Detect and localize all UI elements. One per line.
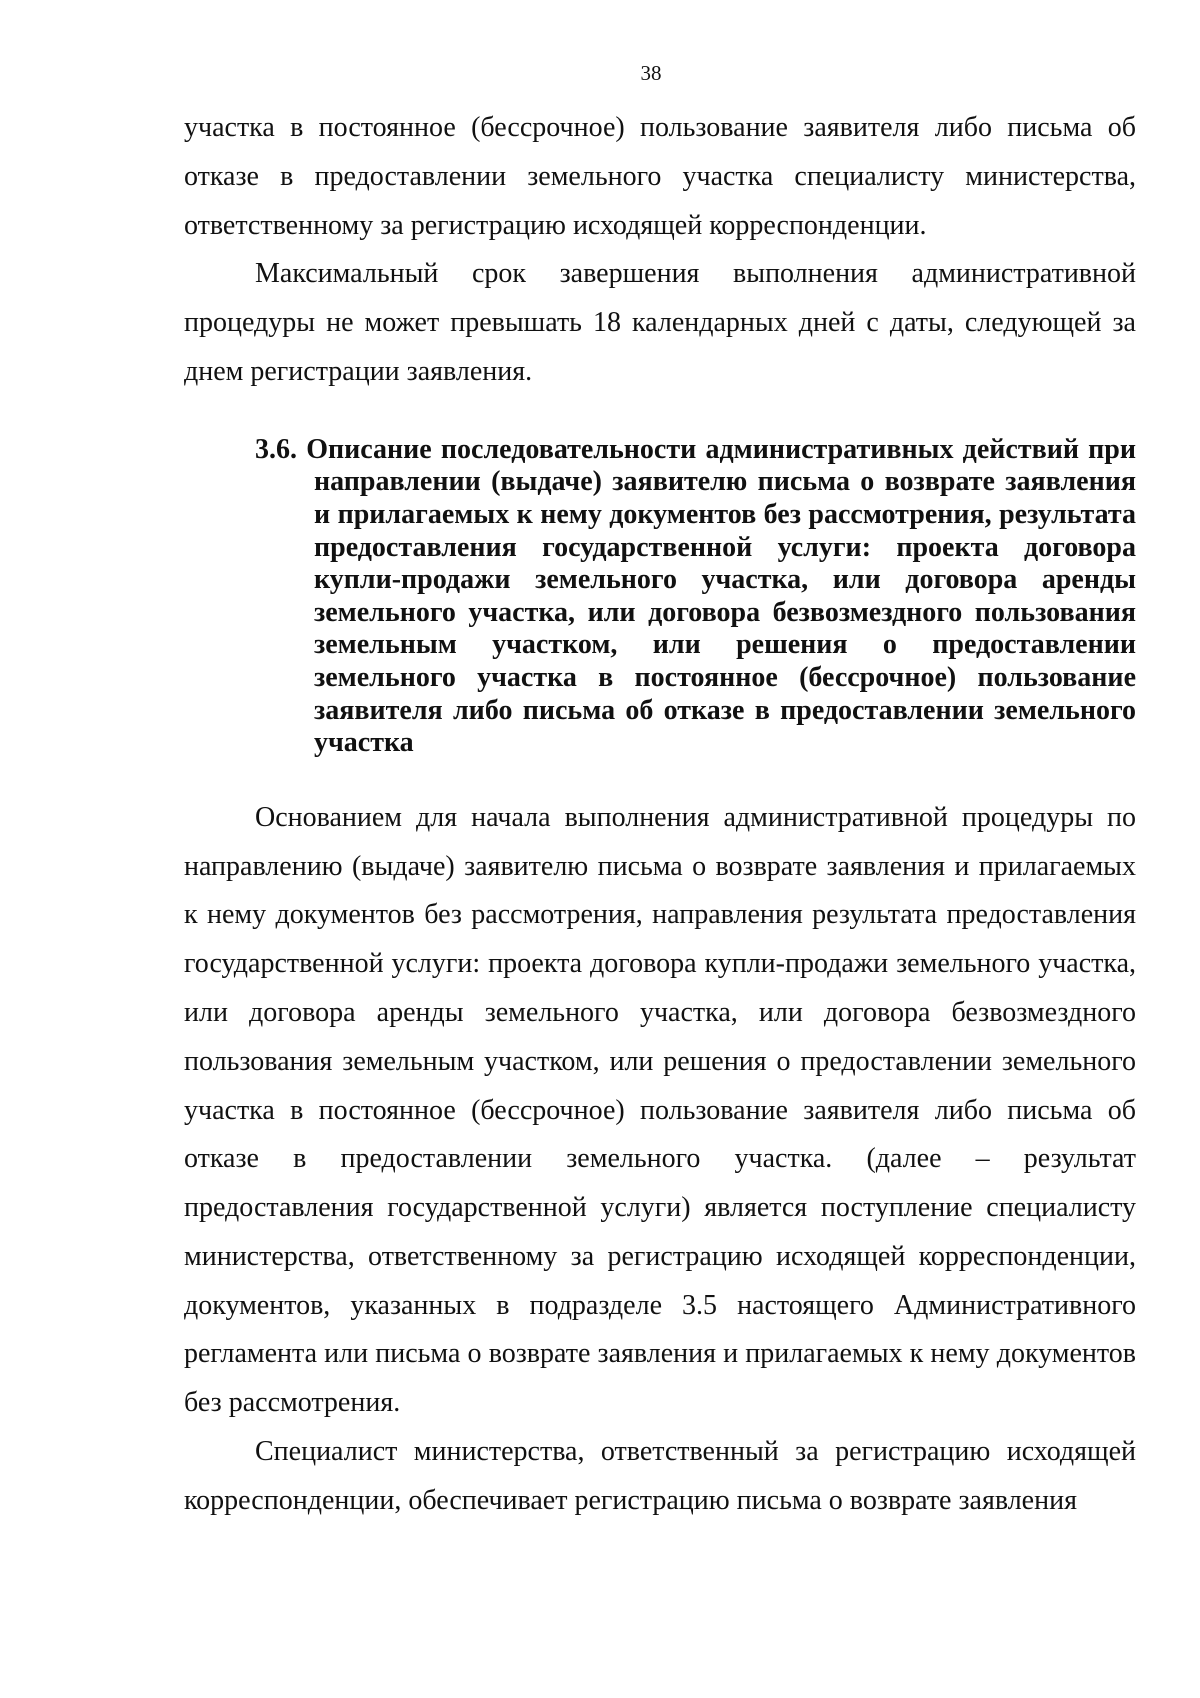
paragraph-continuation: участка в постоянное (бессрочное) пользование заявителя либо письма об отказе в предоставлении земельного участка специалисту министерства, ответственному за регистрацию исходящей корреспонденции. (184, 112, 1136, 241)
page-number: 38 (640, 61, 662, 85)
section-heading-3-6: 3.6. Описание последовательности административных действий при направлении (выдаче) заявителю письма о возврате заявления и прилагаемых к нему документов без рассмотрения, результата предоставления государственной услуги: проекта договора купли-продажи земельного участка, или договора аренды земельного участка, или договора безвозмездного пользования земельным участком, или решения о предоставлении земельного участка в постоянное (бессрочное) пользование заявителя либо письма об отказе в предоставлении земельного участка (255, 433, 1136, 759)
paragraph-max-term: Максимальный срок завершения выполнения административной процедуры не может превышать 18 календарных дней с даты, следующей за днем регистрации заявления. (184, 258, 1136, 387)
paragraph-grounds: Основанием для начала выполнения административной процедуры по направлению (выдаче) заявителю письма о возврате заявления и прилагаемых к нему документов без рассмотрения, направления результата предоставления государственной услуги: проекта договора купли-продажи земельного участка, или договора аренды земельного участка, или договора безвозмездного пользования земельным участком, или решения о предоставлении земельного участка в постоянное (бессрочное) пользование заявителя либо письма об отказе в предоставлении земельного участка. (далее – результат предоставления государственной услуги) является поступление специалисту министерства, ответственному за регистрацию исходящей корреспонденции, документов, указанных в подразделе 3.5 настоящего Административного регламента или письма о возврате заявления и прилагаемых к нему документов без рассмотрения. (184, 801, 1136, 1419)
document-body (184, 104, 1136, 1526)
paragraph-specialist: Специалист министерства, ответственный за регистрацию исходящей корреспонденции, обеспечивает регистрацию письма о возврате заявления (184, 1436, 1136, 1516)
